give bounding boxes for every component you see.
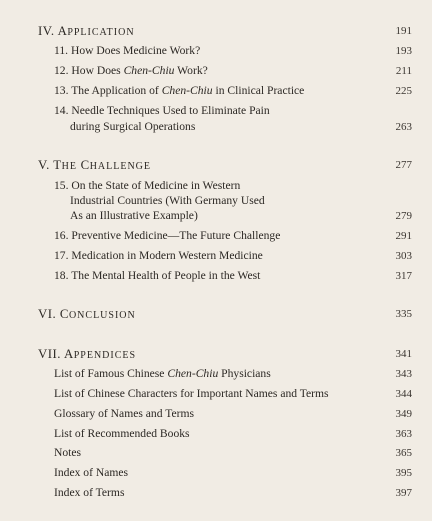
chapter-title <box>54 64 208 78</box>
chapter-title-text: On the State of Medicine in Western <box>71 179 241 192</box>
chapter-title <box>54 44 200 58</box>
page-number: 343 <box>395 368 412 380</box>
part-title-rest: HE <box>61 161 77 172</box>
page-number: 279 <box>395 210 412 222</box>
appendix-title: List of Recommended Books <box>54 427 190 440</box>
part-title-rest: HALLENGE <box>89 161 152 172</box>
page-number: 303 <box>395 250 412 262</box>
part-numeral: V. <box>38 158 50 172</box>
page-number: 225 <box>395 85 412 97</box>
chapter-title-italic: Chen-Chiu <box>161 84 213 97</box>
appendix-title: Index of Terms <box>54 486 125 499</box>
chapter-title-text: The Mental Health of People in the West <box>71 269 261 282</box>
appendix-title: Notes <box>54 446 82 459</box>
page-number: 344 <box>395 388 412 400</box>
chapter-title-line <box>54 104 270 118</box>
chapter-title-text: As an Illustrative Example) <box>70 209 198 222</box>
chapter-title-text: Industrial Countries (With Germany Used <box>70 194 265 207</box>
chapter-title-italic: Chen-Chiu <box>123 64 175 77</box>
chapter-title-text: Needle Techniques Used to Eliminate Pain <box>71 104 270 117</box>
chapter-title-text: in Clinical Practice <box>212 84 305 97</box>
chapter-title <box>54 249 263 263</box>
part-numeral: VII. <box>38 347 61 361</box>
chapter-title <box>54 84 304 98</box>
page-number: 193 <box>395 45 412 57</box>
chapter-number: 15. <box>54 179 69 192</box>
part-title-initial: T <box>53 158 62 172</box>
chapter-title-line <box>54 179 240 193</box>
chapter-title-text: How Does Medicine Work? <box>70 44 201 57</box>
page-number: 291 <box>395 230 412 242</box>
part-title-rest: ONCLUSION <box>68 310 136 321</box>
appendix-title-text: List of Famous Chinese <box>54 367 168 380</box>
part-title <box>38 347 136 363</box>
page-number: 341 <box>395 348 412 360</box>
page-number: 397 <box>395 487 412 499</box>
page-number: 191 <box>395 25 412 37</box>
chapter-title <box>54 229 280 243</box>
chapter-title-text: Medication in Modern Western Medicine <box>71 249 263 262</box>
part-title <box>38 24 135 40</box>
chapter-title-text: How Does <box>71 64 124 77</box>
chapter-title <box>54 269 260 283</box>
part-title-initial: A <box>57 24 68 38</box>
part-numeral: IV. <box>38 24 55 38</box>
part-title-rest: PPLICATION <box>67 27 135 38</box>
page-number: 277 <box>395 159 412 171</box>
part-title-initial: A <box>63 347 74 361</box>
chapter-number: 14. <box>54 104 69 117</box>
chapter-number: 17. <box>54 249 69 262</box>
chapter-title-text: Preventive Medicine—The Future Challenge <box>71 229 281 242</box>
chapter-number: 12. <box>54 64 69 77</box>
appendix-title-italic: Chen-Chiu <box>167 367 219 380</box>
chapter-title-text: The Application of <box>71 84 162 97</box>
appendix-title: List of Chinese Characters for Important Names and Terms <box>54 387 329 400</box>
chapter-title-text: Work? <box>174 64 208 77</box>
part-title-initial: C <box>59 307 69 321</box>
page-number: 365 <box>395 447 412 459</box>
chapter-number: 13. <box>54 84 69 97</box>
page-number: 395 <box>395 467 412 479</box>
part-title <box>38 158 151 174</box>
appendix-title: Index of Names <box>54 466 129 479</box>
part-title-initial: C <box>80 158 90 172</box>
part-title-rest: PPENDICES <box>73 350 137 361</box>
page-number: 211 <box>395 65 412 77</box>
appendix-title-text: Physicians <box>218 367 271 380</box>
page-number: 335 <box>395 308 412 320</box>
chapter-title-text: during Surgical Operations <box>70 120 196 133</box>
part-title <box>38 307 136 323</box>
chapter-number: 11. <box>54 44 69 57</box>
part-numeral: VI. <box>38 307 57 321</box>
page-number: 263 <box>395 121 412 133</box>
chapter-number: 16. <box>54 229 69 242</box>
chapter-number: 18. <box>54 269 69 282</box>
appendix-title: Glossary of Names and Terms <box>54 407 195 420</box>
appendix-title <box>54 367 271 381</box>
page-number: 349 <box>395 408 412 420</box>
page-number: 363 <box>395 428 412 440</box>
page-number: 317 <box>395 270 412 282</box>
